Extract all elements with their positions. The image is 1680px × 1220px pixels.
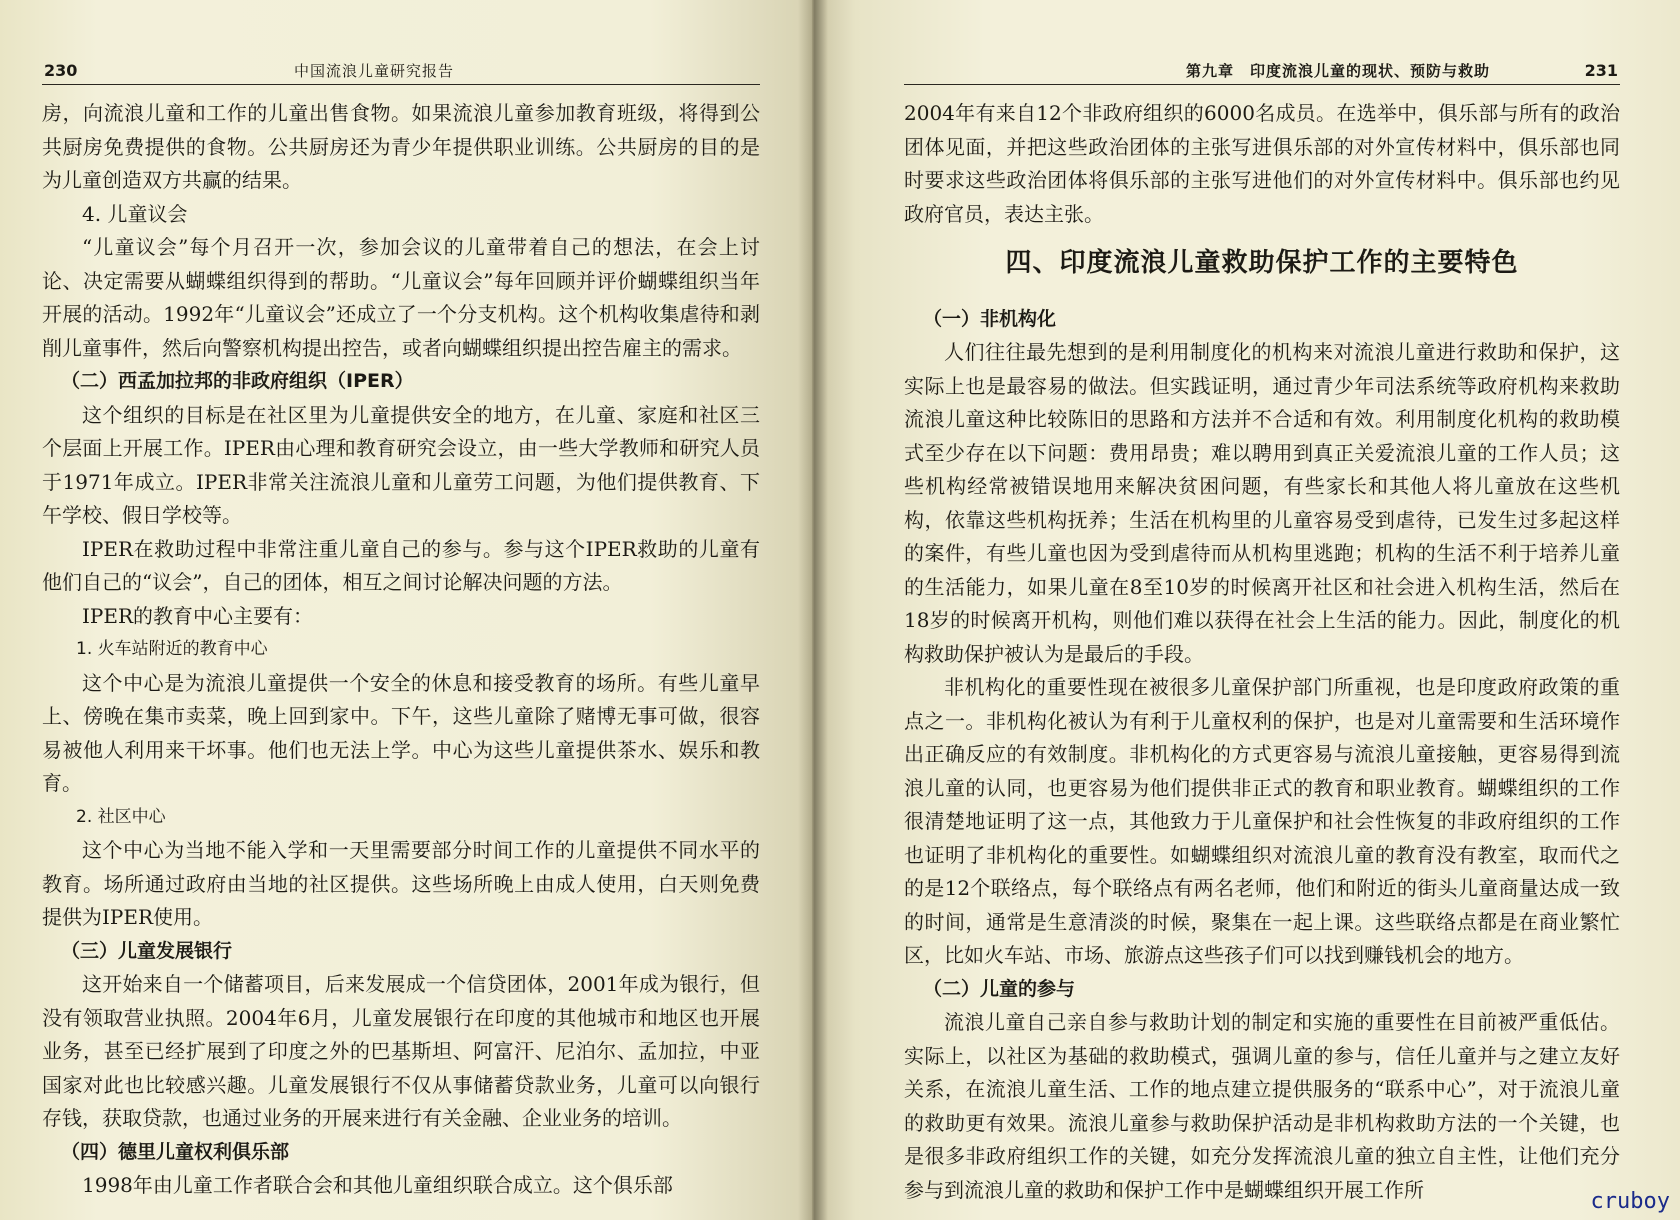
section-heading: （二）西孟加拉邦的非政府组织（IPER） xyxy=(61,370,414,392)
paragraph: 2004年有来自12个非政府组织的6000名成员。在选举中，俱乐部与所有的政治团体见面，并把这些政治团体的主张写进俱乐部的对外宣传材料中，俱乐部也同时要求这些政治团体将俱乐部的主张写进他们的对外宣传材料中。俱乐部也约见政府官员，表达主张。 xyxy=(904,101,1620,226)
chapter-section-title: 四、印度流浪儿童救助保护工作的主要特色 xyxy=(1005,248,1519,278)
right-page xyxy=(812,0,1680,1220)
paragraph: IPER的教育中心主要有： xyxy=(82,603,314,628)
left-running-head xyxy=(42,58,760,85)
subheading: 1. 火车站附近的教育中心 xyxy=(76,639,268,659)
section-heading: （一）非机构化 xyxy=(923,307,1057,330)
section-heading: （二）儿童的参与 xyxy=(923,977,1076,1000)
paragraph: 流浪儿童自己亲自参与救助计划的制定和实施的重要性在目前被严重低估。实际上，以社区为基础的救助模式，强调儿童的参与，信任儿童并与之建立友好关系，在流浪儿童生活、工作的地点建立提供服务的“联系中心”，对于流浪儿童的救助更有效果。流浪儿童参与救助保护活动是非机构救助方法的一个关键，也是很多非政府组织工作的关键，如充分发挥流浪儿童的独立自主性，让他们充分参与到流浪儿童的救助和保护工作中是蝴蝶组织开展工作所 xyxy=(904,1010,1620,1202)
paragraph: 这开始来自一个储蓄项目，后来发展成一个信贷团体，2001年成为银行，但没有领取营业执照。2004年6月，儿童发展银行在印度的其他城市和地区也开展业务，甚至已经扩展到了印度之外的巴基斯坦、阿富汗、尼泊尔、孟加拉，中亚国家对此也比较感兴趣。儿童发展银行不仅从事储蓄贷款业务，儿童可以向银行存钱，获取贷款，也通过业务的开展来进行有关金融、企业业务的培训。 xyxy=(42,972,760,1130)
watermark: cruboy xyxy=(1590,1189,1670,1214)
section-heading: （四）德里儿童权利俱乐部 xyxy=(61,1140,290,1163)
section-heading: （三）儿童发展银行 xyxy=(61,939,233,962)
left-page xyxy=(0,0,812,1220)
paragraph: 非机构化的重要性现在被很多儿童保护部门所重视，也是印度政府政策的重点之一。非机构化被认为有利于儿童权利的保护，也是对儿童需要和生活环境作出正确反应的有效制度。非机构化的方式更容易与流浪儿童接触，更容易得到流浪儿童的认同，也更容易为他们提供非正式的教育和职业教育。蝴蝶组织的工作很清楚地证明了这一点，其他致力于儿童保护和社会性恢复的非政府组织的工作也证明了非机构化的重要性。如蝴蝶组织对流浪儿童的教育没有教室，取而代之的是12个联络点，每个联络点有两名老师，他们和附近的街头儿童商量达成一致的时间，通常是生意清淡的时候，聚集在一起上课。这些联络点都是在商业繁忙区，比如火车站、市场、旅游点这些孩子们可以找到赚钱机会的地方。 xyxy=(904,675,1620,967)
right-running-head xyxy=(904,58,1620,85)
paragraph: 这个组织的目标是在社区里为儿童提供安全的地方，在儿童、家庭和社区三个层面上开展工作。IPER由心理和教育研究会设立，由一些大学教师和研究人员于1971年成立。IPER非常关注流浪儿童和儿童劳工问题，为他们提供教育、下午学校、假日学校等。 xyxy=(42,402,760,527)
paragraph: 这个中心为当地不能入学和一天里需要部分时间工作的儿童提供不同水平的教育。场所通过政府由当地的社区提供。这些场所晚上由成人使用，白天则免费提供为IPER使用。 xyxy=(42,838,760,929)
right-page-number: 231 xyxy=(1584,61,1618,80)
paragraph: IPER在救助过程中非常注重儿童自己的参与。参与这个IPER救助的儿童有他们自己的“议会”，自己的团体，相互之间讨论解决问题的方法。 xyxy=(42,536,760,594)
left-running-title: 中国流浪儿童研究报告 xyxy=(294,62,455,80)
left-body xyxy=(42,97,760,1203)
paragraph: 人们往往最先想到的是利用制度化的机构来对流浪儿童进行救助和保护，这实际上也是最容易的做法。但实践证明，通过青少年司法系统等政府机构来救助流浪儿童这种比较陈旧的思路和方法并不合适和有效。利用制度化机构的救助模式至少存在以下问题：费用昂贵；难以聘用到真正关爱流浪儿童的工作人员；这些机构经常被错误地用来解决贫困问题，有些家长和其他人将儿童放在这些机构，依靠这些机构抚养；生活在机构里的儿童容易受到虐待，已发生过多起这样的案件，有些儿童也因为受到虐待而从机构里逃跑；机构的生活不利于培养儿童的生活能力，如果儿童在8至10岁的时候离开社区和社会进入机构生活，然后在18岁的时候离开机构，则他们难以获得在社会上生活的能力。因此，制度化的机构救助保护被认为是最后的手段。 xyxy=(904,340,1620,666)
right-body xyxy=(904,97,1620,1207)
subheading: 2. 社区中心 xyxy=(76,806,166,827)
paragraph: 这个中心是为流浪儿童提供一个安全的休息和接受教育的场所。有些儿童早上、傍晚在集市卖菜，晚上回到家中。下午，这些儿童除了赌博无事可做，很容易被他人利用来干坏事。他们也无法上学。中心为这些儿童提供茶水、娱乐和教育。 xyxy=(42,670,760,795)
paragraph: “儿童议会”每个月召开一次，参加会议的儿童带着自己的想法，在会上讨论、决定需要从蝴蝶组织得到的帮助。“儿童议会”每年回顾并评价蝴蝶组织当年开展的活动。1992年“儿童议会”还成立了一个分支机构。这个机构收集虐待和剥削儿童事件，然后向警察机构提出控告，或者向蝴蝶组织提出控告雇主的需求。 xyxy=(42,235,760,360)
paragraph: 房，向流浪儿童和工作的儿童出售食物。如果流浪儿童参加教育班级，将得到公共厨房免费提供的食物。公共厨房还为青少年提供职业训练。公共厨房的目的是为儿童创造双方共赢的结果。 xyxy=(42,101,760,192)
right-running-title: 第九章 印度流浪儿童的现状、预防与救助 xyxy=(1185,62,1490,80)
paragraph: 1998年由儿童工作者联合会和其他儿童组织联合成立。这个俱乐部 xyxy=(82,1173,673,1197)
subheading: 4. 儿童议会 xyxy=(82,201,188,226)
left-page-number: 230 xyxy=(44,61,78,80)
book-spine-shadow xyxy=(798,0,828,1220)
